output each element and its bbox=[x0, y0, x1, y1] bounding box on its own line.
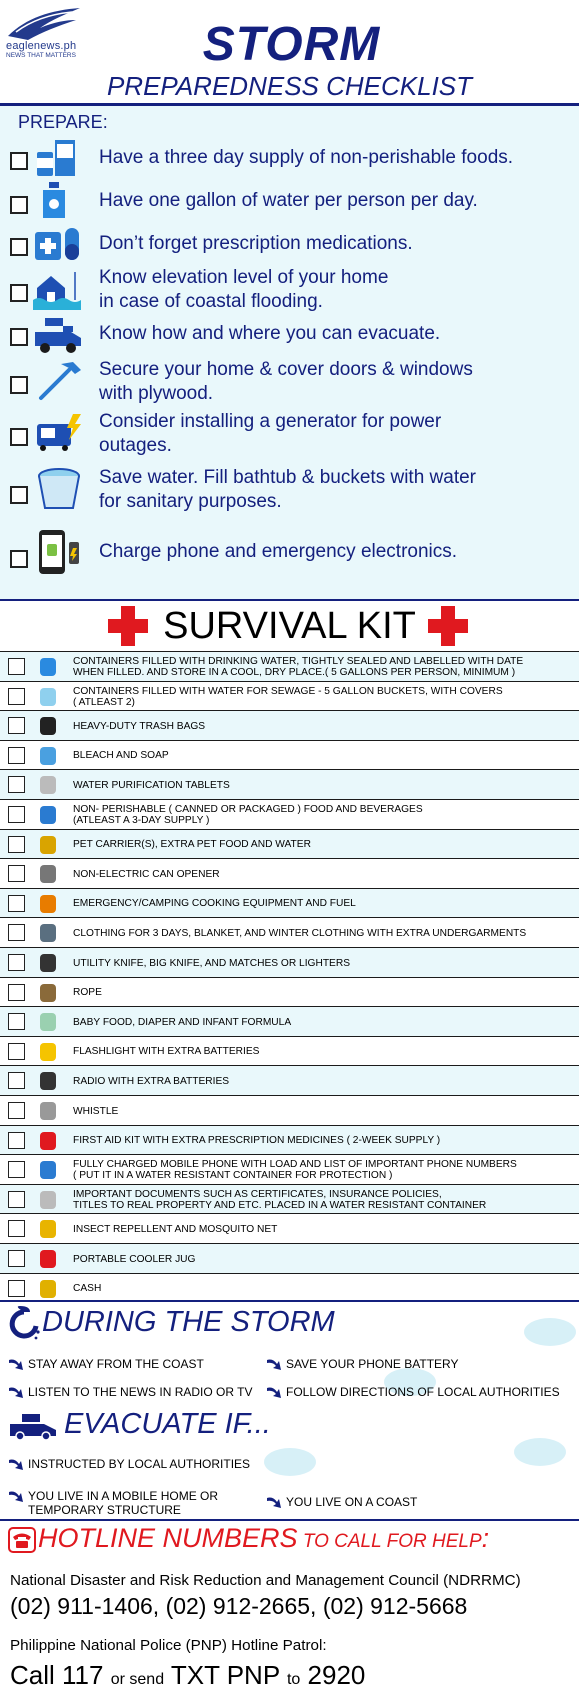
peso-coin-icon bbox=[32, 1277, 68, 1301]
checkbox[interactable] bbox=[8, 806, 25, 823]
checkbox[interactable] bbox=[8, 1191, 25, 1208]
checkbox[interactable] bbox=[8, 1161, 25, 1178]
kit-item-text: CLOTHING FOR 3 DAYS, BLANKET, AND WINTER CLOTHING WITH EXTRA UNDERGARMENTS bbox=[73, 927, 527, 939]
kit-item bbox=[0, 977, 579, 1007]
checkbox[interactable] bbox=[8, 1043, 25, 1060]
storm-cloud-icon bbox=[260, 1442, 320, 1492]
evacuation-truck-icon bbox=[8, 1412, 60, 1440]
checkbox[interactable] bbox=[10, 238, 28, 256]
kit-item bbox=[0, 710, 579, 740]
prepare-item bbox=[0, 356, 579, 408]
tent-icon bbox=[32, 892, 68, 916]
kit-item-text: WHISTLE bbox=[73, 1105, 119, 1117]
checkbox[interactable] bbox=[8, 776, 25, 793]
generator-icon bbox=[33, 412, 85, 454]
can-opener-icon bbox=[32, 862, 68, 886]
kit-item-text: INSECT REPELLENT AND MOSQUITO NET bbox=[73, 1223, 278, 1235]
checkbox[interactable] bbox=[10, 152, 28, 170]
pnp-name: Philippine National Police (PNP) Hotline Patrol: bbox=[10, 1637, 327, 1654]
bullet-text: INSTRUCTED BY LOCAL AUTHORITIES bbox=[28, 1457, 251, 1471]
kit-item bbox=[0, 769, 579, 799]
logo-name: eaglenews.ph bbox=[6, 40, 77, 52]
hammer-icon bbox=[33, 360, 85, 402]
kit-item bbox=[0, 1065, 579, 1095]
pet-carrier-icon bbox=[32, 833, 68, 857]
kit-item-text: WATER PURIFICATION TABLETS bbox=[73, 779, 230, 791]
checkbox[interactable] bbox=[10, 550, 28, 568]
hotline-title-colon: : bbox=[481, 1523, 490, 1553]
evacuate-bullet bbox=[8, 1457, 250, 1471]
kit-item bbox=[0, 1273, 579, 1303]
prepare-item-text: Consider installing a generator for power outages. bbox=[99, 411, 442, 456]
checkbox[interactable] bbox=[8, 924, 25, 941]
page-title: STORM bbox=[202, 18, 381, 71]
prepare-item bbox=[0, 316, 579, 356]
pnp-call-line bbox=[10, 1660, 365, 1691]
hotline-title bbox=[38, 1523, 489, 1554]
bullet-text: YOU LIVE IN A MOBILE HOME OR TEMPORARY STRUCTURE bbox=[28, 1489, 219, 1517]
prepare-section bbox=[0, 106, 579, 600]
whistle-icon bbox=[32, 1099, 68, 1123]
canned-food-icon bbox=[33, 138, 85, 180]
document-icon bbox=[32, 1188, 68, 1212]
checkbox[interactable] bbox=[10, 486, 28, 504]
arrow-icon bbox=[266, 1385, 282, 1399]
kit-item bbox=[0, 1036, 579, 1066]
checkbox[interactable] bbox=[8, 836, 25, 853]
during-bullet bbox=[266, 1385, 560, 1399]
bullet-text: FOLLOW DIRECTIONS OF LOCAL AUTHORITIES bbox=[286, 1385, 560, 1399]
prepare-item-text: Charge phone and emergency electronics. bbox=[99, 541, 458, 562]
checkbox[interactable] bbox=[8, 1072, 25, 1089]
kit-item-text: CONTAINERS FILLED WITH DRINKING WATER, TIGHTLY SEALED AND LABELLED WITH DATE WHEN FILLED. AND STORE IN A COOL, DRY PLACE.( 5 GALLONS PER PERSON, MINIMUM ) bbox=[73, 656, 524, 678]
evacuate-if-title: EVACUATE IF... bbox=[64, 1408, 271, 1440]
kit-item-text: IMPORTANT DOCUMENTS SUCH AS CERTIFICATES, INSURANCE POLICIES, TITLES TO REAL PROPERTY AND ETC. PLACED IN A WATER RESISTANT CONTAINER bbox=[73, 1188, 487, 1211]
prepare-item-text: Secure your home & cover doors & windows with plywood. bbox=[99, 359, 473, 404]
prepare-label: PREPARE: bbox=[18, 112, 108, 132]
checkbox[interactable] bbox=[8, 984, 25, 1001]
kit-item-text: HEAVY-DUTY TRASH BAGS bbox=[73, 720, 206, 732]
prepare-item-text: Know how and where you can evacuate. bbox=[99, 323, 441, 344]
during-bullet bbox=[8, 1385, 252, 1399]
kit-item-text: CASH bbox=[73, 1283, 102, 1295]
during-storm-title: DURING THE STORM bbox=[42, 1306, 335, 1338]
first-aid-kit-icon bbox=[32, 1129, 68, 1153]
bucket-icon bbox=[33, 464, 85, 514]
prepare-item bbox=[0, 264, 579, 316]
checkbox[interactable] bbox=[8, 688, 25, 705]
kit-item bbox=[0, 799, 579, 829]
kit-item-text: FIRST AID KIT WITH EXTRA PRESCRIPTION MEDICINES ( 2-WEEK SUPPLY ) bbox=[73, 1135, 441, 1147]
during-bullet bbox=[266, 1357, 459, 1371]
bullet-text: SAVE YOUR PHONE BATTERY bbox=[286, 1357, 459, 1371]
checkbox[interactable] bbox=[10, 284, 28, 302]
cooler-jug-icon bbox=[32, 1247, 68, 1271]
prepare-item bbox=[0, 222, 579, 264]
survival-kit-title: SURVIVAL KIT bbox=[163, 605, 416, 647]
checkbox[interactable] bbox=[8, 1132, 25, 1149]
prepare-item-text: Don’t forget prescription medications. bbox=[99, 233, 413, 254]
kit-item-text: NON-ELECTRIC CAN OPENER bbox=[73, 868, 220, 880]
water-bottle-icon bbox=[33, 180, 85, 222]
mobile-phone-icon bbox=[32, 1158, 68, 1182]
kit-item-text: ROPE bbox=[73, 987, 102, 999]
prepare-item bbox=[0, 408, 579, 460]
kit-item bbox=[0, 1184, 579, 1214]
kit-item bbox=[0, 1213, 579, 1243]
diaper-icon bbox=[32, 1010, 68, 1034]
kit-item-text: EMERGENCY/CAMPING COOKING EQUIPMENT AND FUEL bbox=[73, 898, 356, 910]
kit-item-text: UTILITY KNIFE, BIG KNIFE, AND MATCHES OR LIGHTERS bbox=[73, 957, 350, 969]
divider bbox=[0, 599, 579, 601]
checkbox[interactable] bbox=[8, 717, 25, 734]
checkbox[interactable] bbox=[8, 1250, 25, 1267]
flooded-house-icon bbox=[33, 268, 85, 310]
checkbox[interactable] bbox=[8, 865, 25, 882]
prepare-item-text: Save water. Fill bathtub & buckets with water for sanitary purposes. bbox=[99, 467, 477, 512]
call-number: 117 bbox=[62, 1660, 104, 1690]
storm-cloud-icon bbox=[510, 1432, 570, 1482]
logo-tagline: NEWS THAT MATTERS bbox=[6, 52, 76, 59]
kit-item bbox=[0, 1154, 579, 1184]
kit-item-text: RADIO WITH EXTRA BATTERIES bbox=[73, 1075, 230, 1087]
kit-item-text: FULLY CHARGED MOBILE PHONE WITH LOAD AND LIST OF IMPORTANT PHONE NUMBERS ( PUT IT IN A WATER RESISTANT CONTAINER FOR PROTECTION ) bbox=[73, 1159, 517, 1182]
hotline-title-main: HOTLINE NUMBERS bbox=[38, 1523, 298, 1553]
prepare-item-text: Know elevation level of your home in case of coastal flooding. bbox=[99, 267, 389, 312]
phone-charger-icon bbox=[33, 528, 85, 578]
checkbox[interactable] bbox=[8, 747, 25, 764]
prepare-item bbox=[0, 460, 579, 522]
repellent-icon bbox=[32, 1217, 68, 1241]
prepare-item-text: Have one gallon of water per person per day. bbox=[99, 190, 478, 211]
during-bullet bbox=[8, 1357, 204, 1371]
kit-item-text: PET CARRIER(S), EXTRA PET FOOD AND WATER bbox=[73, 839, 311, 851]
kit-item bbox=[0, 917, 579, 947]
arrow-icon bbox=[266, 1495, 282, 1509]
header bbox=[0, 0, 579, 104]
checkbox[interactable] bbox=[10, 376, 28, 394]
kit-item bbox=[0, 947, 579, 977]
arrow-icon bbox=[8, 1489, 24, 1503]
page-subtitle: PREPAREDNESS CHECKLIST bbox=[106, 71, 473, 101]
kit-item-text: BABY FOOD, DIAPER AND INFANT FORMULA bbox=[73, 1016, 292, 1028]
kit-item-text: NON- PERISHABLE ( CANNED OR PACKAGED ) FOOD AND BEVERAGES (ATLEAST A 3-DAY SUPPLY ) bbox=[73, 804, 423, 826]
kit-item bbox=[0, 888, 579, 918]
medication-icon bbox=[33, 222, 85, 264]
kit-item bbox=[0, 1006, 579, 1036]
ndrrmc-name: National Disaster and Risk Reduction and Management Council (NDRRMC) bbox=[10, 1572, 521, 1589]
divider bbox=[0, 1519, 579, 1521]
flashlight-icon bbox=[32, 1040, 68, 1064]
checkbox[interactable] bbox=[8, 1013, 25, 1030]
checkbox[interactable] bbox=[10, 428, 28, 446]
prepare-item bbox=[0, 182, 579, 222]
sms-number: 2920 bbox=[307, 1660, 366, 1690]
hotline-title-tail: TO CALL FOR HELP bbox=[297, 1531, 482, 1552]
kit-item bbox=[0, 1125, 579, 1155]
kit-item-text: FLASHLIGHT WITH EXTRA BATTERIES bbox=[73, 1046, 260, 1058]
bullet-text: STAY AWAY FROM THE COAST bbox=[28, 1357, 204, 1371]
bucket-icon bbox=[32, 685, 68, 709]
kit-item bbox=[0, 829, 579, 859]
prepare-item bbox=[0, 138, 579, 182]
or-send: or send bbox=[110, 1671, 165, 1688]
knife-icon bbox=[32, 951, 68, 975]
checkbox[interactable] bbox=[8, 1280, 25, 1297]
checkbox[interactable] bbox=[8, 895, 25, 912]
red-cross-icon bbox=[428, 606, 468, 646]
canned-food-icon bbox=[32, 803, 68, 827]
checkbox[interactable] bbox=[8, 954, 25, 971]
call-word: Call bbox=[10, 1660, 55, 1690]
checkbox[interactable] bbox=[8, 1220, 25, 1237]
kit-item bbox=[0, 1243, 579, 1273]
kit-item bbox=[0, 858, 579, 888]
kit-item bbox=[0, 681, 579, 711]
checkbox[interactable] bbox=[10, 196, 28, 214]
ndrrmc-numbers: (02) 911-1406, (02) 912-2665, (02) 912-5668 bbox=[10, 1593, 468, 1619]
checkbox[interactable] bbox=[8, 1102, 25, 1119]
kit-item-text: PORTABLE COOLER JUG bbox=[73, 1253, 196, 1265]
during-section bbox=[0, 1302, 579, 1518]
arrow-icon bbox=[266, 1357, 282, 1371]
evacuate-bullet bbox=[266, 1495, 417, 1509]
water-bottle-icon bbox=[32, 655, 68, 679]
kit-item bbox=[0, 740, 579, 770]
txt-word: TXT PNP bbox=[170, 1660, 280, 1690]
bleach-icon bbox=[32, 744, 68, 768]
arrow-icon bbox=[8, 1457, 24, 1471]
arrow-icon bbox=[8, 1357, 24, 1371]
kit-item-text: CONTAINERS FILLED WITH WATER FOR SEWAGE - 5 GALLON BUCKETS, WITH COVERS ( ATLEAST 2) bbox=[73, 685, 503, 708]
storm-cloud-icon bbox=[520, 1312, 579, 1362]
checkbox[interactable] bbox=[10, 328, 28, 346]
bullet-text: LISTEN TO THE NEWS IN RADIO OR TV bbox=[28, 1385, 253, 1399]
checkbox[interactable] bbox=[8, 658, 25, 675]
radio-icon bbox=[32, 1069, 68, 1093]
truck-icon bbox=[33, 312, 85, 354]
rope-icon bbox=[32, 981, 68, 1005]
tablets-icon bbox=[32, 773, 68, 797]
kit-item bbox=[0, 1095, 579, 1125]
prepare-item bbox=[0, 522, 579, 582]
telephone-icon bbox=[8, 1527, 36, 1553]
typhoon-icon bbox=[6, 1306, 42, 1344]
kit-item bbox=[0, 651, 579, 681]
clothing-icon bbox=[32, 921, 68, 945]
trash-bag-icon bbox=[32, 714, 68, 738]
arrow-icon bbox=[8, 1385, 24, 1399]
prepare-item-text: Have a three day supply of non-perishable foods. bbox=[99, 147, 514, 168]
bullet-text: YOU LIVE ON A COAST bbox=[286, 1495, 418, 1509]
kit-item-text: BLEACH AND SOAP bbox=[73, 750, 169, 762]
evacuate-bullet bbox=[8, 1489, 218, 1517]
to-word: to bbox=[286, 1671, 301, 1688]
